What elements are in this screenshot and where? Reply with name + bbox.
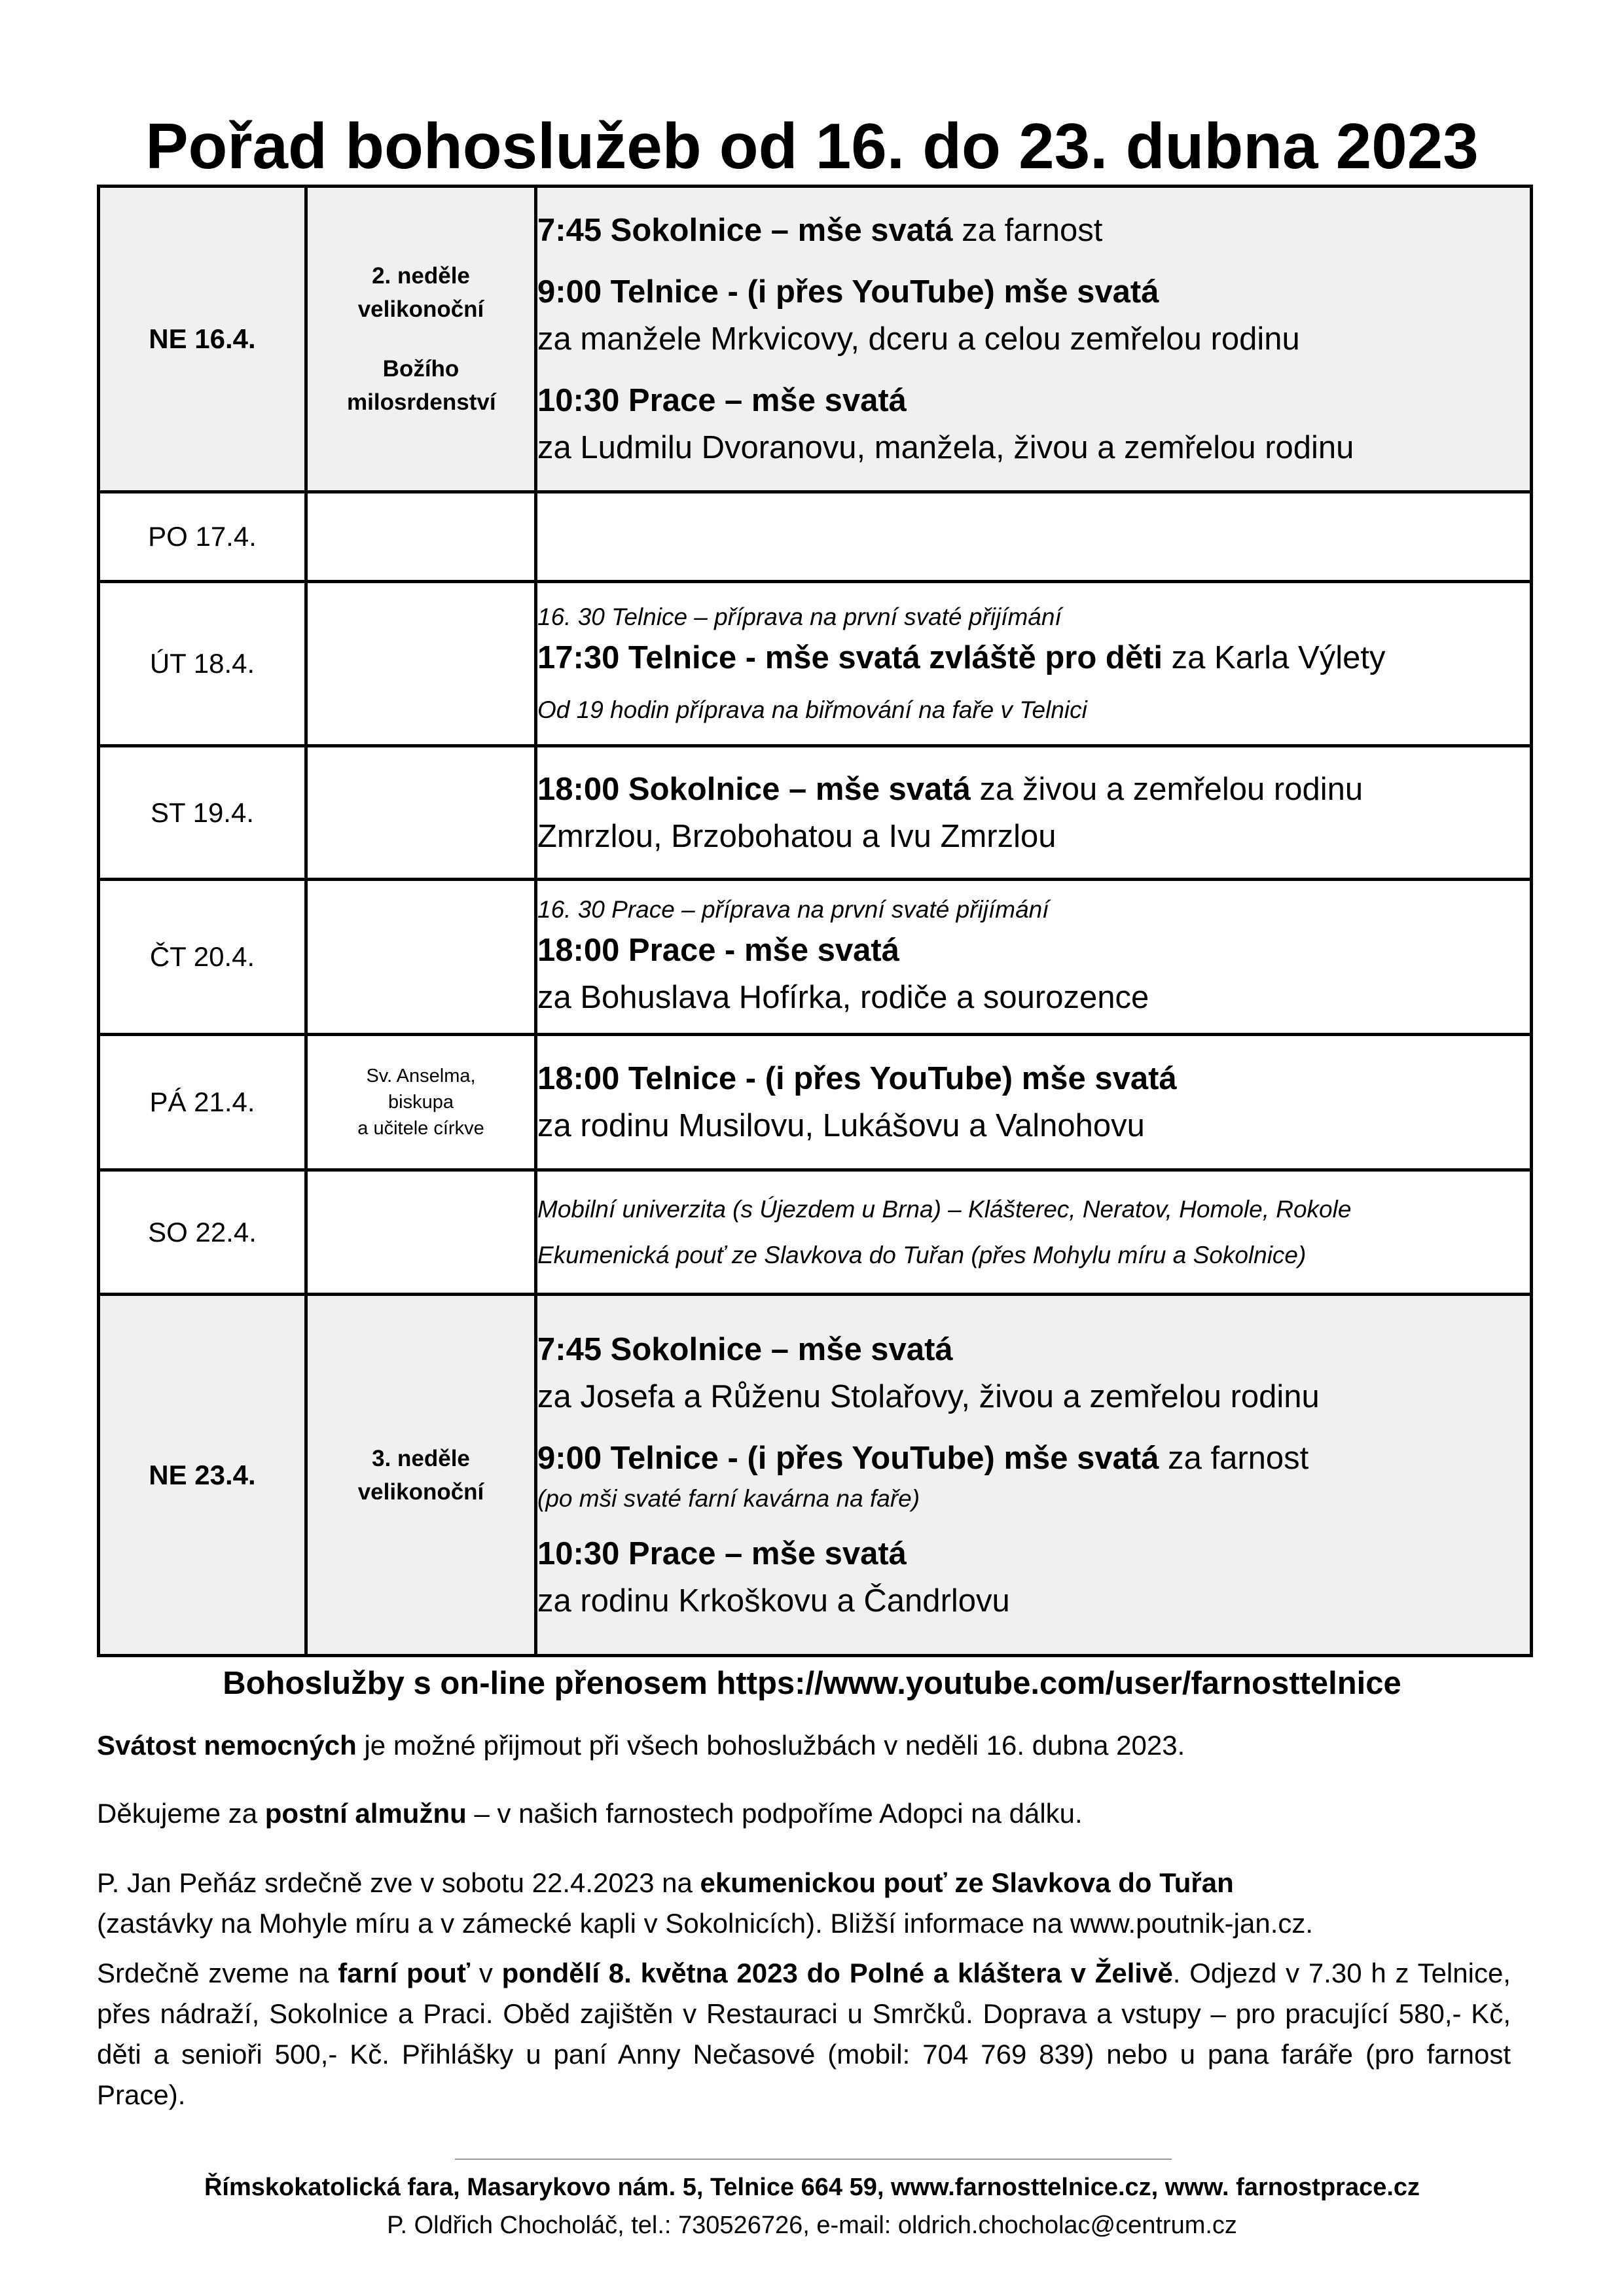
feast-cell xyxy=(306,1170,536,1295)
schedule-row-st19 xyxy=(99,746,1532,880)
events-cell xyxy=(536,880,1532,1035)
day-cell: ST 19.4. xyxy=(99,746,306,880)
event-intention: Zmrzlou, Brzobohatou a Ivu Zmrzlou xyxy=(537,818,1056,854)
event-note: Ekumenická pouť ze Slavkova do Tuřan (přes Mohylu míru a Sokolnice) xyxy=(537,1241,1307,1268)
event-intention: za Bohuslava Hofírka, rodiče a sourozence xyxy=(537,980,1149,1015)
feast-cell xyxy=(306,187,536,492)
event-time: 10:30 Prace – mše svatá xyxy=(537,1535,907,1571)
feast-cell xyxy=(306,492,536,582)
youtube-stream-line: Bohoslužby s on-line přenosem https://www.youtube.com/user/farnosttelnice xyxy=(223,1666,1401,1701)
events-cell xyxy=(536,746,1532,880)
announcement-pilgrimage: P. Jan Peňáz srdečně zve v sobotu 22.4.2023 na ekumenickou pouť ze Slavkova do Tuřan (zastávky na Mohyle míru a v zámecké kapli v Sokolnicích). Bližší informace na www.poutnik-jan.cz. xyxy=(97,1867,1314,1939)
event-time: 18:00 Telnice - (i přes YouTube) mše svatá xyxy=(537,1061,1177,1096)
event-note: Od 19 hodin příprava na biřmování na faře v Telnici xyxy=(537,696,1087,723)
event-intention: za farnost xyxy=(1159,1440,1309,1476)
event-intention: za farnost xyxy=(952,213,1103,248)
schedule-row-ne23 xyxy=(99,1295,1532,1656)
day-cell: ČT 20.4. xyxy=(99,880,306,1035)
event-time: 7:45 Sokolnice – mše svatá xyxy=(537,1331,953,1367)
event-note: Mobilní univerzita (s Újezdem u Brna) – Klášterec, Neratov, Homole, Rokole xyxy=(537,1195,1352,1223)
announcement-parish-pilgrimage: Srdečně zveme na farní pouť v pondělí 8. května 2023 do Polné a kláštera v Želivě. Odjezd v 7.30 h z Telnice, přes nádraží, Sokolnice a Praci. Oběd zajištěn v Restauraci u Smrčků. Doprava a vstupy – pro pracující 580,- Kč, děti a senioři 500,- Kč. Přihlášky u paní Anny Nečasové (mobil: 704 769 839) nebo u pana faráře (pro farnost Prace). xyxy=(97,1958,1511,2110)
event-intention: za rodinu Krkoškovu a Čandrlovu xyxy=(537,1583,1010,1619)
schedule-row-ct20 xyxy=(99,880,1532,1035)
page-title: Pořad bohoslužeb od 16. do 23. dubna 2023 xyxy=(145,110,1479,182)
event-time: 9:00 Telnice - (i přes YouTube) mše svatá xyxy=(537,274,1159,310)
event-intention: za Ludmilu Dvoranovu, manžela, živou a zemřelou rodinu xyxy=(537,430,1354,465)
event-intention: za živou a zemřelou rodinu xyxy=(970,771,1363,807)
feast-cell xyxy=(306,1295,536,1656)
feast-line: 3. neděle xyxy=(372,1445,470,1471)
day-cell: NE 16.4. xyxy=(99,187,306,492)
event-time: 17:30 Telnice - mše svatá zvláště pro děti xyxy=(537,640,1163,675)
schedule-row-so22 xyxy=(99,1170,1532,1295)
feast-cell xyxy=(306,880,536,1035)
event-note: 16. 30 Prace – příprava na první svaté přijímání xyxy=(537,896,1049,923)
events-cell xyxy=(536,187,1532,492)
event-intention: za Josefa a Růženu Stolařovy, živou a zemřelou rodinu xyxy=(537,1378,1320,1414)
event-time: 18:00 Prace - mše svatá xyxy=(537,933,899,968)
footer-address: Římskokatolická fara, Masarykovo nám. 5, Telnice 664 59, www.farnosttelnice.cz, www. farnostprace.cz xyxy=(204,2174,1420,2201)
events-cell xyxy=(536,1170,1532,1295)
schedule-row-pa21 xyxy=(99,1035,1532,1170)
feast-cell xyxy=(306,582,536,746)
events-cell xyxy=(536,1035,1532,1170)
announcement-anointing: Svátost nemocných je možné přijmout při všech bohoslužbách v neděli 16. dubna 2023. xyxy=(97,1730,1185,1761)
day-cell: ÚT 18.4. xyxy=(99,582,306,746)
schedule-table xyxy=(97,185,1533,1657)
events-cell xyxy=(536,582,1532,746)
footer-contact: P. Oldřich Chocholáč, tel.: 730526726, e-mail: oldrich.chocholac@centrum.cz xyxy=(387,2212,1237,2239)
schedule-row-ut18 xyxy=(99,582,1532,746)
schedule-row-po17 xyxy=(99,492,1532,582)
event-note: (po mši svaté farní kavárna na faře) xyxy=(537,1484,920,1512)
event-time: 9:00 Telnice - (i přes YouTube) mše svatá xyxy=(537,1440,1159,1476)
feast-line: a učitele církve xyxy=(357,1118,484,1139)
feast-line: 2. neděle velikonoční xyxy=(357,263,484,322)
feast-line: biskupa xyxy=(388,1092,454,1113)
event-intention: za Karla Výlety xyxy=(1163,640,1386,675)
event-intention: za rodinu Musilovu, Lukášovu a Valnohovu xyxy=(537,1108,1145,1143)
feast-line: velikonoční xyxy=(357,1479,484,1505)
feast-cell xyxy=(306,1035,536,1170)
event-note: 16. 30 Telnice – příprava na první svaté přijímání xyxy=(537,603,1062,630)
day-cell: PÁ 21.4. xyxy=(99,1035,306,1170)
events-cell xyxy=(536,1295,1532,1656)
day-cell: SO 22.4. xyxy=(99,1170,306,1295)
event-time: 7:45 Sokolnice – mše svatá xyxy=(537,213,953,248)
feast-line: Božího milosrdenství xyxy=(347,356,496,415)
day-cell: PO 17.4. xyxy=(99,492,306,582)
event-intention: za manžele Mrkvicovy, dceru a celou zemřelou rodinu xyxy=(537,321,1300,357)
day-cell: NE 23.4. xyxy=(99,1295,306,1656)
event-time: 10:30 Prace – mše svatá xyxy=(537,383,907,418)
footer-divider xyxy=(455,2159,1172,2160)
announcement-almsgiving: Děkujeme za postní almužnu – v našich farnostech podpoříme Adopci na dálku. xyxy=(97,1798,1083,1829)
schedule-row-ne16 xyxy=(99,187,1532,492)
events-cell xyxy=(536,492,1532,582)
feast-line: Sv. Anselma, xyxy=(366,1066,476,1086)
feast-cell xyxy=(306,746,536,880)
event-time: 18:00 Sokolnice – mše svatá xyxy=(537,771,971,807)
